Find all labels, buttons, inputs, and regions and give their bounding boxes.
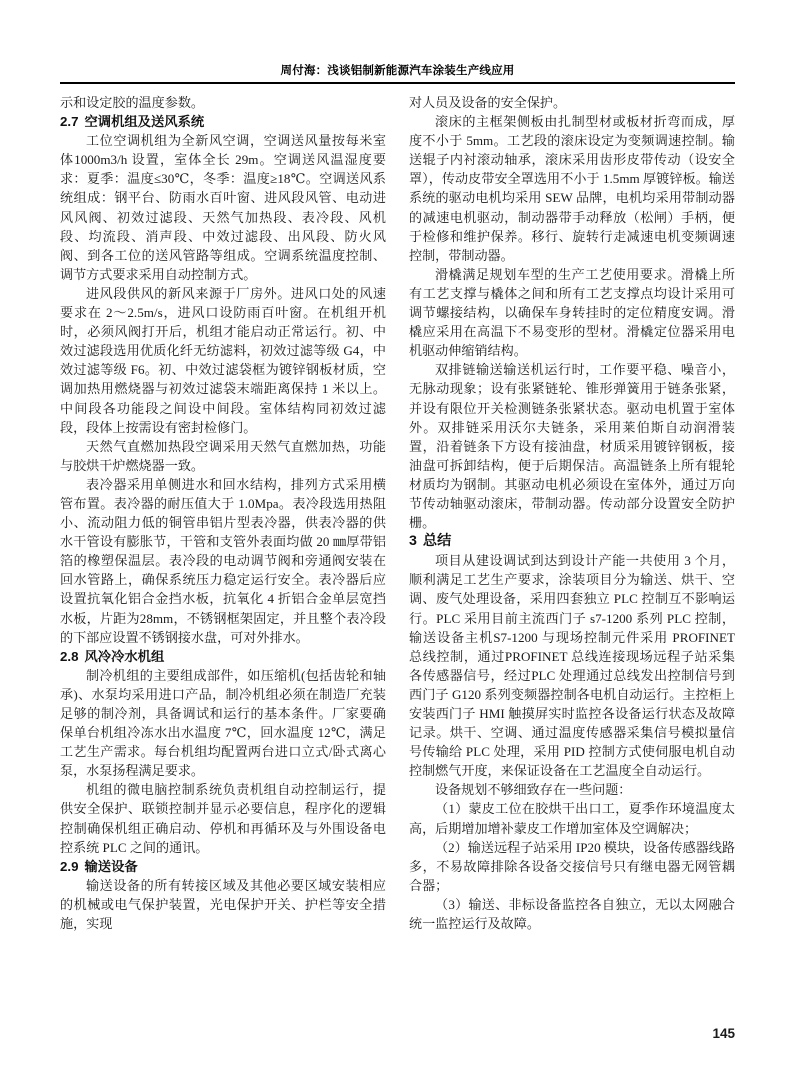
para-gas-direct-heating: 天然气直燃加热段空调采用天然气直燃加热，功能与胶烘干炉燃烧器一致。 — [60, 438, 386, 473]
para-chiller-control: 机组的微电脑控制系统负责机组自动控制运行，提供安全保护、联锁控制并显示必要信息，程序化的逻辑控制确保机组正确启动、停机和再循环及与外围设备电控系统 PLC 之间的通讯。 — [60, 782, 386, 855]
heading-2-9-title: 输送设备 — [84, 858, 138, 874]
para-conveyor-safety: 输送设备的所有转接区域及其他必要区域安装相应的机械或电气保护装置，光电保护开关、护栏等安全措施，实现 — [60, 877, 386, 932]
para-project-summary: 项目从建设调试到达到设计产能一共使用 3 个月，顺利满足工艺生产要求，涂装项目分为输送、烘干、空调、废气处理设备，采用四套独立 PLC 控制互不影响运行。PLC 采用目前主流西门子 s7-1200 系列 PLC 控制，输送设备主机S7-1200 与现场控制元件采用 PROFINET 总线控制，通过PROFINET 总线连接现场远程子站采集各传感器信号，经过PLC 处理通过总线发出控制信号到西门子 G120 系列变频器控制各电机自动运行。主控柜上安装西门子 HMI 触摸屏实时监控各设备运行状态及故障记录。烘干、空调、通过温度传感器采集信号模拟量信号传输给 PLC 处理，采用 PID 控制方式使伺服电机自动控制燃气开度，来保证设备在工艺温度全自动运行。 — [409, 553, 735, 779]
heading-3-summary-number: 3 — [409, 533, 417, 550]
heading-2-9-number: 2.9 — [60, 858, 79, 874]
heading-2-9 — [60, 857, 386, 876]
two-column-body — [60, 93, 735, 933]
para-surface-cooler: 表冷器采用单侧进水和回水结构，排列方式采用横管布置。表冷器的耐压值大于 1.0Mpa。表冷段选用热阻小、流动阻力低的铜管串铝片型表冷器，供表冷器的供水干管设有膨胀节，干管和支管外表面均做 20 ㎜厚带铝箔的橡塑保温层。表冷段的电动调节阀和旁通阀安装在回水管路上，确保系统压力稳定运行安全。表冷器后应设置抗氧化铝合金挡水板，抗氧化 4 折铝合金单层宽挡水板，片距为28mm，不锈钢框架固定，并且整个表冷段的下部应设置不锈钢接水盘，可对外排水。 — [60, 476, 386, 645]
para-double-chain-conveyor: 双排链输送输送机运行时，工作要平稳、噪音小，无脉动现象；设有张紧链轮、锥形弹簧用于链条张紧，并设有限位开关检测链条张紧状态。驱动电机置于室体外。双排链采用沃尔夫链条，采用莱伯斯自动润滑装置，沿着链条下方设有接油盘，材质采用镀锌钢板，接油盘可拆卸结构，便于后期保洁。高温链条上所有辊轮材质均为钢制。其驱动电机必须设在室体外，通过万向节传动轴驱动滚床，带制动器。传动部分设置安全防护栅。 — [409, 362, 735, 531]
heading-3-summary-title: 总结 — [422, 533, 452, 550]
para-chiller-components: 制冷机组的主要组成部件，如压缩机(包括齿轮和轴承)、水泵均采用进口产品，制冷机组必须在制造厂充装足够的制冷剂，具备调试和运行的基本条件。厂家要确保单台机组冷冻水出水温度 7℃，回水温度 12℃，满足工艺生产需求。每台机组均配置两台进口立式/卧式离心泵，水泵扬程满足要求。 — [60, 667, 386, 779]
running-head: 周付海：浅谈铝制新能源汽车涂装生产线应用 — [280, 65, 515, 77]
page-number: 145 — [712, 1026, 735, 1041]
left-column — [60, 93, 386, 933]
para-issue-2: （2）输送远程子站采用 IP20 模块，设备传感器线路多，不易故障排除各设备交接信号只有继电器无网管耦合器； — [409, 839, 735, 893]
heading-2-7-number: 2.7 — [60, 114, 79, 130]
para-issues-intro: 设备规划不够细致存在一些问题： — [435, 782, 632, 798]
heading-2-8-number: 2.8 — [60, 648, 79, 664]
para-temp-params-continued: 示和设定胶的温度参数。 — [60, 95, 205, 110]
para-personnel-safety-continued: 对人员及设备的安全保护。 — [409, 95, 567, 110]
para-skid-requirements: 滑橇满足规划车型的生产工艺使用要求。滑橇上所有工艺支撑与橇体之间和所有工艺支撑点均设计采用可调节螺接结构，以确保车身转挂时的定位精度安调。滑橇应采用在高温下不易变形的型材。滑橇定位器采用电机驱动伸缩销结构。 — [409, 266, 735, 359]
heading-2-8-title: 风冷冷水机组 — [84, 648, 165, 664]
para-issue-1: （1）蒙皮工位在胶烘干出口工，夏季作环境温度太高，后期增加增补蒙皮工作增加室体及空调解决； — [409, 801, 735, 836]
para-ac-unit-airflow: 工位空调机组为全新风空调，空调送风量按每米室体1000m3/h 设置，室体全长 29m。空调送风温湿度要求：夏季：温度≤30℃，冬季：温度≥18℃。空调送风系统组成：钢平台、防雨水百叶窗、进风段风管、电动进风风阀、初效过滤段、天然气加热段、表冷段、风机段、均流段、消声段、中效过滤段、出风段、防火风阀、到各工位的送风管路等组成。空调系统温度控制、调节方式要求采用自动控制方式。 — [60, 133, 386, 282]
para-issue-3: （3）输送、非标设备监控各自独立，无以太网融合统一监控运行及故障。 — [409, 896, 735, 932]
heading-2-8 — [60, 647, 386, 666]
right-column — [409, 93, 735, 933]
para-roller-bed-frame: 滚床的主框架侧板由扎制型材或板材折弯而成，厚度不小于 5mm。工艺段的滚床设定为变频调速控制。输送辊子内衬滚动轴承，滚床采用齿形皮带传动（设安全罩），传动皮带安全罩选用不小于 1.5mm 厚镀锌板。输送系统的驱动电机均采用 SEW 品牌，电机均采用带制动器的减速电机驱动，制动器带手动释放（松闸）手柄，便于检修和维护保养。移行、旋转行走减速电机变频调速控制，带制动器。 — [409, 114, 735, 263]
heading-2-7-title: 空调机组及送风系统 — [84, 114, 205, 130]
heading-3-summary — [409, 532, 735, 551]
header-rule — [60, 82, 735, 84]
para-fresh-air-intake: 进风段供风的新风来源于厂房外。进风口处的风速要求在 2～2.5m/s，进风口设防雨百叶窗。在机组开机时，必须风阀打开后，机组才能启动正常运行。初、中效过滤段选用优质化纤无纺滤料，初效过滤等级 G4，中效过滤等级 F6。初、中效过滤袋框为镀锌钢板材质，空调加热用燃烧器与初效过滤袋末端距离保持 1 米以上。中间段各功能段之间设中间段。室体结构同初效过滤段，段体上按需设有密封检修门。 — [60, 285, 386, 435]
heading-2-7 — [60, 112, 386, 131]
